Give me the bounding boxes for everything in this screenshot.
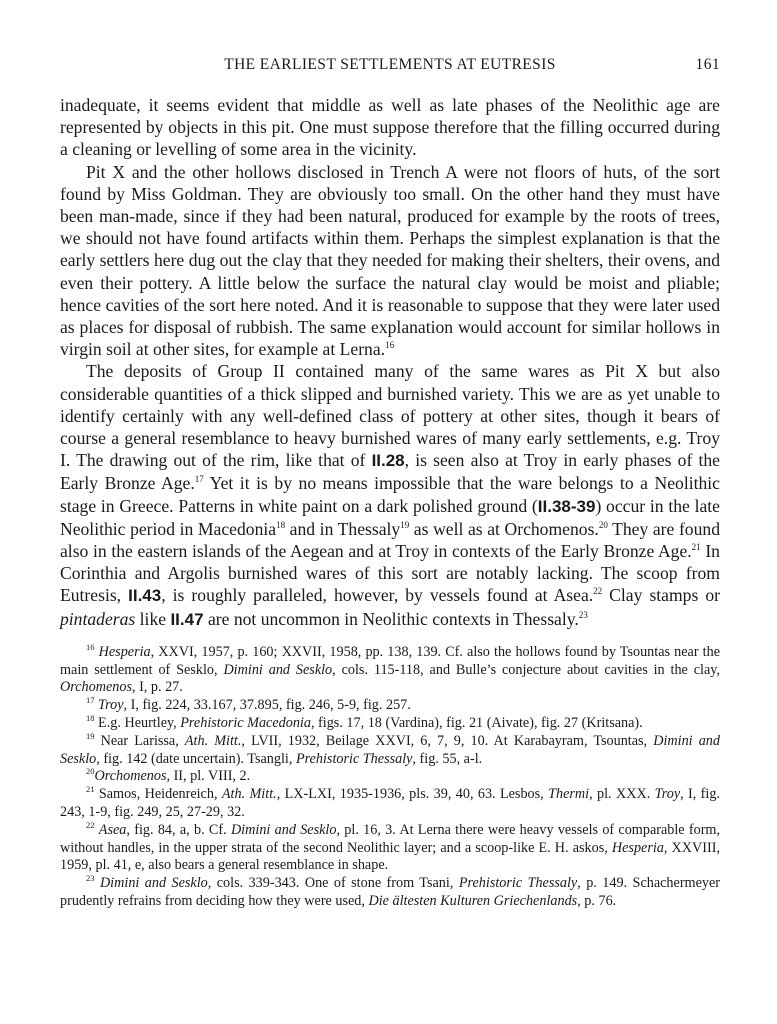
footnote-marker: 19 xyxy=(400,519,410,530)
text-run: In Corinthia and Argolis burnished wares of this sort are notably lacking. The scoop from Eutresis, xyxy=(60,541,720,606)
footnote-marker: 20 xyxy=(598,519,608,530)
italic-text: Ath. Mitt. xyxy=(184,732,242,749)
paragraph-3 xyxy=(60,360,720,630)
footnote-marker: 20 xyxy=(86,766,95,777)
figure-reference: II.28 xyxy=(371,451,405,471)
italic-text: Orchomenos xyxy=(60,679,132,696)
italic-text: Orchomenos xyxy=(94,768,167,785)
text-run: , figs. 17, 18 (Vardina), fig. 21 (Aivate), fig. 27 (Kritsana). xyxy=(310,715,643,732)
text-run: , is seen also at Troy in early phases of the Early Bronze Age. xyxy=(60,450,720,494)
italic-text: Dimini and Sesklo xyxy=(99,875,208,892)
footnote-marker: 22 xyxy=(593,586,603,597)
text-run: , pl. XXX. xyxy=(589,786,655,803)
italic-text: Thermi xyxy=(548,786,590,803)
footnote-23 xyxy=(60,875,720,911)
footnote-marker: 17 xyxy=(194,474,204,485)
paragraph-1 xyxy=(60,94,720,161)
text-run: , fig. 142 (date uncertain). Tsangli, xyxy=(96,750,296,767)
footnote-marker: 17 xyxy=(86,695,95,706)
text-run: , is roughly paralleled, however, by vessels found at Asea. xyxy=(161,585,594,606)
text-run: ) occur in the late Neolithic period in Macedonia xyxy=(60,495,720,539)
text-run: Yet it is by no means impossible that the ware belongs to a Neolithic stage in Greece. Patterns in white paint on a dark polished ground ( xyxy=(60,473,720,516)
text-run: , I, fig. 243, 1-9, fig. 249, 25, 27-29, 32. xyxy=(60,786,720,821)
text-run: , fig. 84, a, b. Cf. xyxy=(126,821,231,838)
page xyxy=(60,56,720,911)
text-run: inadequate, it seems evident that middle as well as late phases of the Neolithic age are represented by objects in this pit. One must suppose therefore that the filling occurred during a cleaning or levelling of some area in the vicinity. xyxy=(60,95,720,160)
footnote-marker: 23 xyxy=(578,609,588,620)
footnote-16 xyxy=(60,641,720,697)
footnote-marker: 18 xyxy=(276,519,286,530)
italic-text: Prehistoric Thessaly xyxy=(458,875,578,892)
footnote-19 xyxy=(60,730,720,769)
footnote-17 xyxy=(60,697,720,715)
italic-text: Prehistoric Thessaly xyxy=(295,750,413,767)
italic-text: Troy xyxy=(654,786,681,803)
page-number: 161 xyxy=(695,56,720,73)
italic-text: Hesperia xyxy=(98,643,151,660)
text-run: as well as at Orchomenos. xyxy=(409,518,599,539)
italic-text: Asea xyxy=(98,821,127,838)
italic-text: Ath. Mitt. xyxy=(221,786,277,803)
running-head-title: THE EARLIEST SETTLEMENTS AT EUTRESIS xyxy=(224,56,556,73)
text-run: , cols. 339-343. One of stone from Tsani, xyxy=(207,875,459,892)
text-run: , II, pl. VIII, 2. xyxy=(166,768,251,785)
text-run: , cols. 115-118, and Bulle’s conjecture about cavities in the clay, xyxy=(332,661,720,678)
text-run: , p. 76. xyxy=(577,893,617,910)
footnote-marker: 16 xyxy=(385,340,395,351)
text-run: , LX-LXI, 1935-1936, pls. 39, 40, 63. Lesbos, xyxy=(276,786,549,803)
italic-text: Die ältesten Kulturen Griechenlands xyxy=(368,893,578,910)
text-run: , I, p. 27. xyxy=(131,679,183,696)
text-run: , p. 149. Schachermeyer prudently refrains from deciding how they were used, xyxy=(60,875,720,910)
footnote-marker: 18 xyxy=(86,713,95,724)
footnote-20 xyxy=(60,768,720,786)
text-run: They are found also in the eastern islands of the Aegean and at Troy in contexts of the Early Bronze Age. xyxy=(60,518,720,562)
italic-text: Dimini and Sesklo xyxy=(230,821,337,838)
text-run: , XXVI, 1957, p. 160; XXVII, 1958, pp. 138, 139. Cf. also the hollows found by Tsountas near the main settlement of Sesklo, xyxy=(60,643,720,678)
text-run: like xyxy=(135,608,171,629)
text-run: The deposits of Group II contained many of the same wares as Pit X but also considerable quantities of a thick slipped and burnished variety. This we are as yet unable to identify certainly with any well-defined class of pottery at other sites, though it bears of course a general resemblance to heavy burnished wares of many early settlements, e.g. Troy I. The drawing out of the rim, like that of xyxy=(60,361,720,471)
text-run: , fig. 55, a-l. xyxy=(412,750,483,767)
italic-text: Troy xyxy=(98,697,124,714)
text-run: and in Thessaly xyxy=(285,518,401,539)
text-run: , pl. 16, 3. At Lerna there were heavy vessels of comparable form, without handles, in the upper strata of the second Neolithic layer; and a scoop-like E. H. askos, xyxy=(60,821,721,856)
figure-reference: II.38-39 xyxy=(537,496,596,516)
paragraph-2 xyxy=(60,161,720,361)
footnote-marker: 16 xyxy=(86,641,95,652)
italic-text: Hesperia xyxy=(611,839,664,856)
footnote-18 xyxy=(60,715,720,733)
text-run: Pit X and the other hollows disclosed in Trench A were not floors of huts, of the sort found by Miss Goldman. They are obviously too small. On the other hand they must have been man-made, since if they had been natural, produced for example by the roots of trees, we should not have found artifacts within them. Perhaps the simplest explanation is that the early settlers here dug out the clay that they needed for making their shelters, their ovens, and even their pottery. A little below the surface the natural clay would be moist and pliable; hence cavities of the sort here noted. And it is reasonable to suppose that they were later used as places for disposal of rubbish. The same explanation would account for similar hollows in virgin soil at other sites, for example at Lerna. xyxy=(60,161,720,360)
text-run: Clay stamps or xyxy=(602,585,721,606)
footnote-marker: 22 xyxy=(86,819,95,830)
footnote-21 xyxy=(60,786,720,822)
text-run: , XXVIII, 1959, pl. 41, e, also bears a general resemblance in shape. xyxy=(60,839,720,874)
footnote-marker: 21 xyxy=(691,542,701,553)
footnote-marker: 21 xyxy=(86,784,95,795)
italic-text: pintaderas xyxy=(60,608,136,629)
text-run: , I, fig. 224, 33.167, 37.895, fig. 246, 5-9, fig. 257. xyxy=(123,697,411,714)
footnote-22 xyxy=(60,819,721,875)
italic-text: Prehistoric Macedonia xyxy=(180,715,311,732)
text-run: Samos, Heidenreich, xyxy=(94,786,222,803)
italic-text: Dimini and Sesklo xyxy=(60,732,720,767)
text-run: Near Larissa, xyxy=(94,732,185,749)
footnote-marker: 23 xyxy=(86,873,95,884)
footnote-marker: 19 xyxy=(86,730,95,741)
text-run: are not uncommon in Neolithic contexts in Thessaly. xyxy=(203,608,579,629)
body-text xyxy=(60,94,720,631)
text-run: , LVII, 1932, Beilage XXVI, 6, 7, 9, 10. At Karabayram, Tsountas, xyxy=(241,732,654,749)
footnotes xyxy=(60,641,721,911)
running-head xyxy=(60,56,720,82)
text-run: E.g. Heurtley, xyxy=(94,715,181,732)
figure-reference: II.47 xyxy=(170,609,204,629)
figure-reference: II.43 xyxy=(128,586,162,606)
italic-text: Dimini and Sesklo xyxy=(223,661,333,678)
